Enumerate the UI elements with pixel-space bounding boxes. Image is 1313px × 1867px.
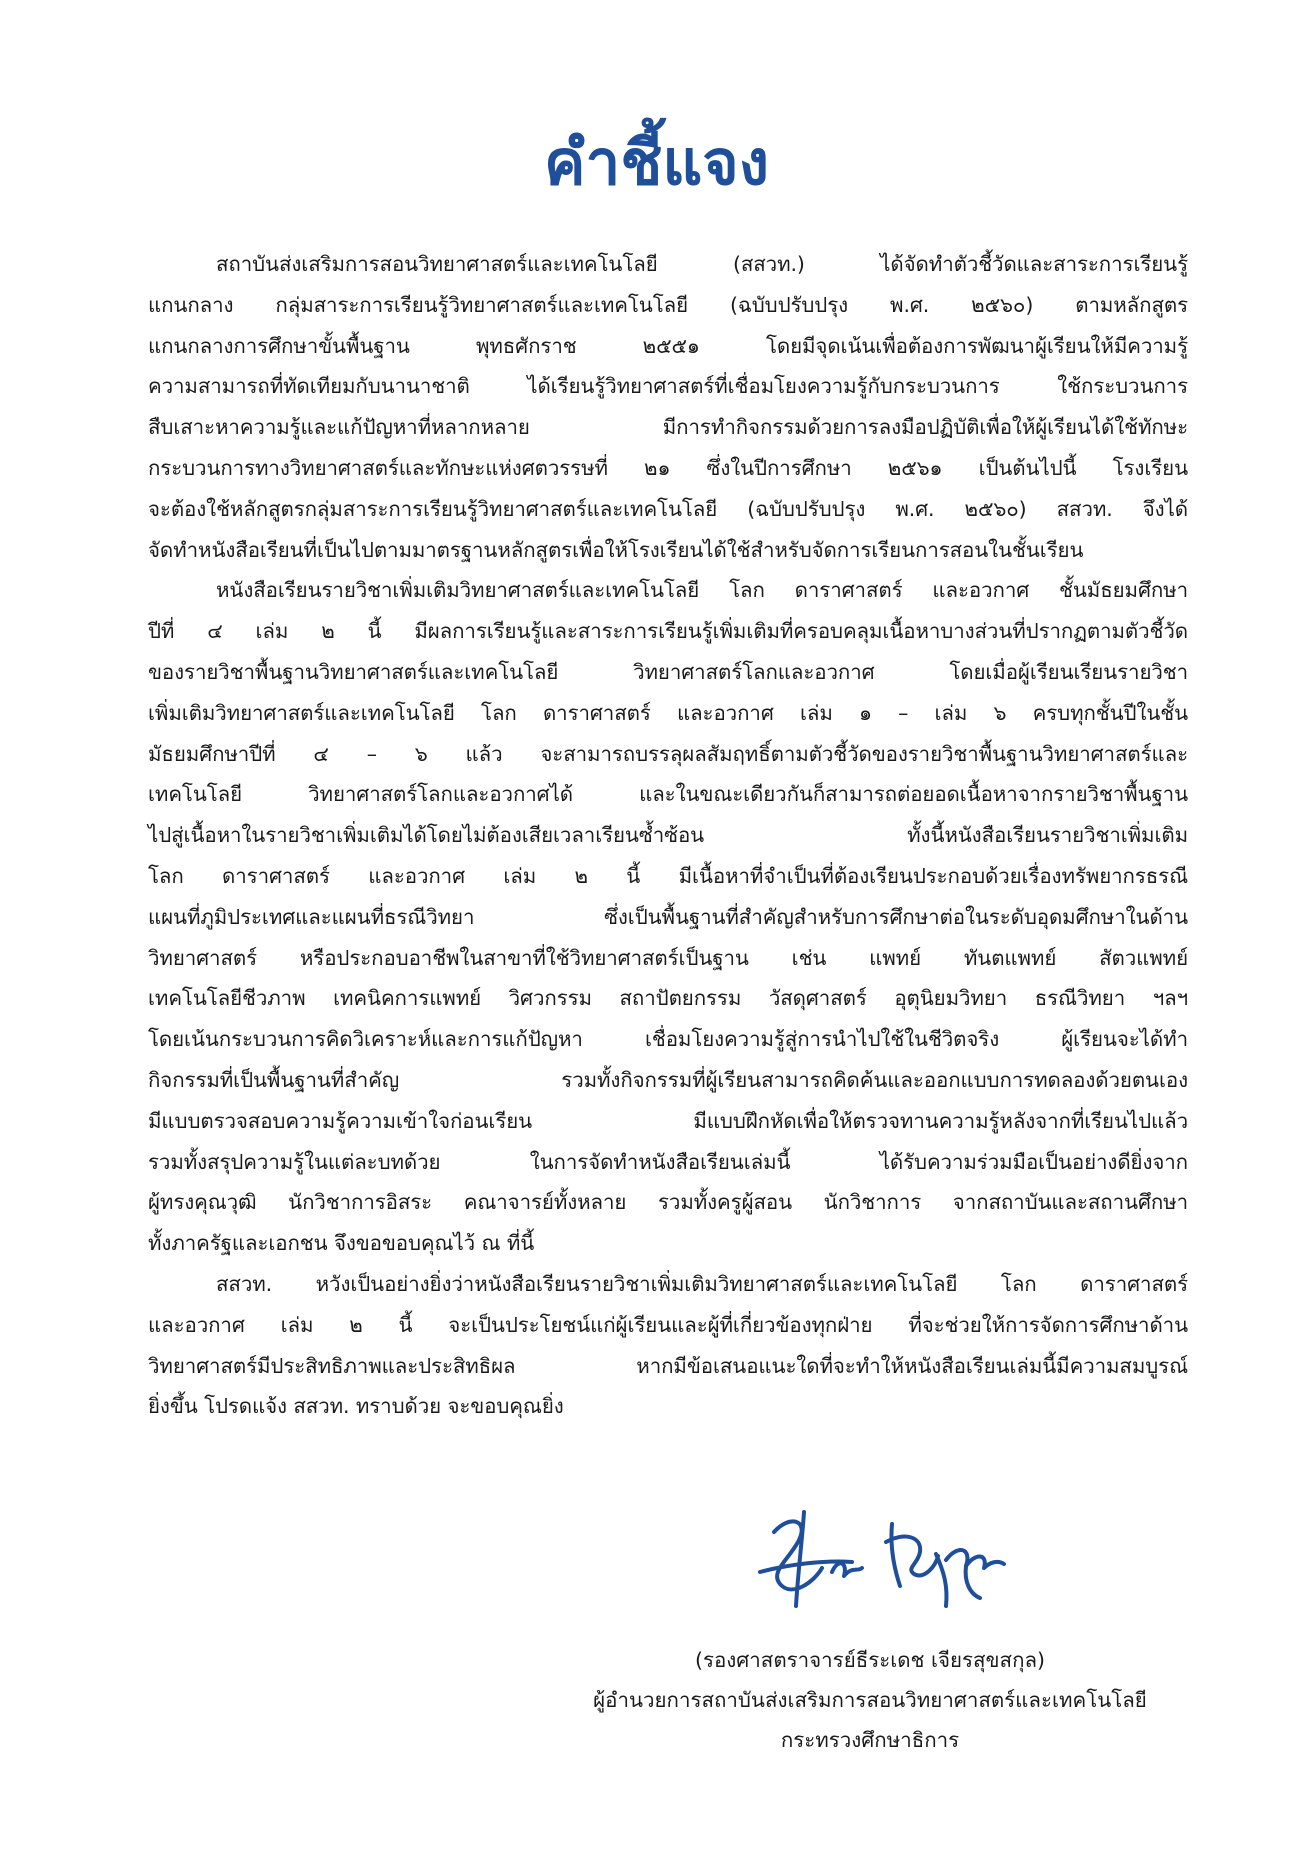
text-line: แกนกลาง กลุ่มสาระการเรียนรู้วิทยาศาสตร์และเทคโนโลยี (ฉบับปรับปรุง พ.ศ. ๒๕๖๐) ตามหลักสูตร (148, 292, 1188, 317)
text-line: และอวกาศ เล่ม ๒ นี้ จะเป็นประโยชน์แก่ผู้เรียนและผู้ที่เกี่ยวข้องทุกฝ่าย ที่จะช่วยให้การจัดการศึกษาด้าน (148, 1312, 1188, 1337)
text-line: มีแบบตรวจสอบความรู้ความเข้าใจก่อนเรียน มีแบบฝึกหัดเพื่อให้ตรวจทานความรู้หลังจากที่เรียนไปแล้ว (148, 1108, 1188, 1133)
text-line: แกนกลางการศึกษาขั้นพื้นฐาน พุทธศักราช ๒๕๕๑ โดยมีจุดเน้นเพื่อต้องการพัฒนาผู้เรียนให้มีความรู้ (148, 333, 1188, 358)
signer-block (540, 1640, 1200, 1760)
text-line: สสวท. หวังเป็นอย่างยิ่งว่าหนังสือเรียนรายวิชาเพิ่มเติมวิทยาศาสตร์และเทคโนโลยี โลก ดาราศาสตร์ (216, 1271, 1188, 1296)
text-line: ทั้งภาครัฐและเอกชน จึงขอขอบคุณไว้ ณ ที่นี้ (148, 1231, 535, 1256)
paragraph-2 (148, 570, 1188, 1264)
text-line: แผนที่ภูมิประเทศและแผนที่ธรณีวิทยา ซึ่งเป็นพื้นฐานที่สำคัญสำหรับการศึกษาต่อในระดับอุดมศึกษาในด้าน (148, 904, 1188, 929)
text-line: จัดทำหนังสือเรียนที่เป็นไปตามมาตรฐานหลักสูตรเพื่อให้โรงเรียนได้ใช้สำหรับจัดการเรียนการสอนในชั้นเรียน (148, 537, 1084, 562)
text-line: หนังสือเรียนรายวิชาเพิ่มเติมวิทยาศาสตร์และเทคโนโลยี โลก ดาราศาสตร์ และอวกาศ ชั้นมัธยมศึกษา (216, 578, 1188, 603)
text-line: เทคโนโลยี วิทยาศาสตร์โลกและอวกาศได้ และในขณะเดียวกันก็สามารถต่อยอดเนื้อหาจากรายวิชาพื้นฐาน (148, 782, 1188, 807)
text-line: ยิ่งขึ้น โปรดแจ้ง สสวท. ทราบด้วย จะขอบคุณยิ่ง (148, 1394, 564, 1419)
text-line: ของรายวิชาพื้นฐานวิทยาศาสตร์และเทคโนโลยี วิทยาศาสตร์โลกและอวกาศ โดยเมื่อผู้เรียนเรียนรายวิชา (148, 659, 1188, 684)
text-line: ผู้ทรงคุณวุฒิ นักวิชาการอิสระ คณาจารย์ทั้งหลาย รวมทั้งครูผู้สอน นักวิชาการ จากสถาบันและสถานศึกษา (148, 1190, 1188, 1215)
text-line: วิทยาศาสตร์ หรือประกอบอาชีพในสาขาที่ใช้วิทยาศาสตร์เป็นฐาน เช่น แพทย์ ทันตแพทย์ สัตวแพทย์ (148, 945, 1188, 970)
text-line: เพิ่มเติมวิทยาศาสตร์และเทคโนโลยี โลก ดาราศาสตร์ และอวกาศ เล่ม ๑ – เล่ม ๖ ครบทุกชั้นปีในชั้น (148, 700, 1188, 725)
body-text (148, 244, 1188, 1427)
signer-organization: กระทรวงศึกษาธิการ (780, 1728, 960, 1752)
text-line: ไปสู่เนื้อหาในรายวิชาเพิ่มเติมได้โดยไม่ต้องเสียเวลาเรียนซ้ำซ้อน ทั้งนี้หนังสือเรียนรายวิชาเพิ่มเติม (148, 823, 1188, 848)
signer-name: (รองศาสตราจารย์ธีระเดช เจียรสุขสกุล) (694, 1648, 1046, 1672)
text-line: มัธยมศึกษาปีที่ ๔ – ๖ แล้ว จะสามารถบรรลุผลสัมฤทธิ์ตามตัวชี้วัดของรายวิชาพื้นฐานวิทยาศาสตร์และ (148, 741, 1188, 766)
signer-position: ผู้อำนวยการสถาบันส่งเสริมการสอนวิทยาศาสตร์และเทคโนโลยี (593, 1688, 1147, 1712)
text-line: ความสามารถที่ทัดเทียมกับนานาชาติ ได้เรียนรู้วิทยาศาสตร์ที่เชื่อมโยงความรู้กับกระบวนการ ใช้กระบวนการ (148, 374, 1188, 399)
text-line: เทคโนโลยีชีวภาพ เทคนิคการแพทย์ วิศวกรรม สถาปัตยกรรม วัสดุศาสตร์ อุตุนิยมวิทยา ธรณีวิทยา ฯลฯ (148, 986, 1188, 1011)
paragraph-3 (148, 1264, 1188, 1427)
text-line: จะต้องใช้หลักสูตรกลุ่มสาระการเรียนรู้วิทยาศาสตร์และเทคโนโลยี (ฉบับปรับปรุง พ.ศ. ๒๕๖๐) สสวท. จึงได้ (148, 496, 1188, 521)
paragraph-1 (148, 244, 1188, 570)
signature-image (740, 1502, 1020, 1622)
text-line: กิจกรรมที่เป็นพื้นฐานที่สำคัญ รวมทั้งกิจกรรมที่ผู้เรียนสามารถคิดค้นและออกแบบการทดลองด้วยตนเอง (148, 1067, 1188, 1092)
text-line: โลก ดาราศาสตร์ และอวกาศ เล่ม ๒ นี้ มีเนื้อหาที่จำเป็นที่ต้องเรียนประกอบด้วยเรื่องทรัพยากรธรณี (148, 863, 1188, 888)
text-line: กระบวนการทางวิทยาศาสตร์และทักษะแห่งศตวรรษที่ ๒๑ ซึ่งในปีการศึกษา ๒๕๖๑ เป็นต้นไปนี้ โรงเรียน (148, 455, 1188, 480)
text-line: สถาบันส่งเสริมการสอนวิทยาศาสตร์และเทคโนโลยี (สสวท.) ได้จัดทำตัวชี้วัดและสาระการเรียนรู้ (216, 252, 1188, 276)
text-line: รวมทั้งสรุปความรู้ในแต่ละบทด้วย ในการจัดทำหนังสือเรียนเล่มนี้ ได้รับความร่วมมือเป็นอย่างดียิ่งจาก (148, 1149, 1188, 1174)
text-line: สืบเสาะหาความรู้และแก้ปัญหาที่หลากหลาย มีการทำกิจกรรมด้วยการลงมือปฏิบัติเพื่อให้ผู้เรียนได้ใช้ทักษะ (148, 415, 1188, 440)
page-title: คำชี้แจง (544, 126, 769, 199)
text-line: โดยเน้นกระบวนการคิดวิเคราะห์และการแก้ปัญหา เชื่อมโยงความรู้สู่การนำไปใช้ในชีวิตจริง ผู้เรียนจะได้ทำ (148, 1027, 1188, 1052)
text-line: ปีที่ ๔ เล่ม ๒ นี้ มีผลการเรียนรู้และสาระการเรียนรู้เพิ่มเติมที่ครอบคลุมเนื้อหาบางส่วนที่ปรากฏตามตัวชี้วัด (148, 619, 1188, 644)
text-line: วิทยาศาสตร์มีประสิทธิภาพและประสิทธิผล หากมีข้อเสนอแนะใดที่จะทำให้หนังสือเรียนเล่มนี้มีความสมบูรณ์ (148, 1353, 1188, 1378)
